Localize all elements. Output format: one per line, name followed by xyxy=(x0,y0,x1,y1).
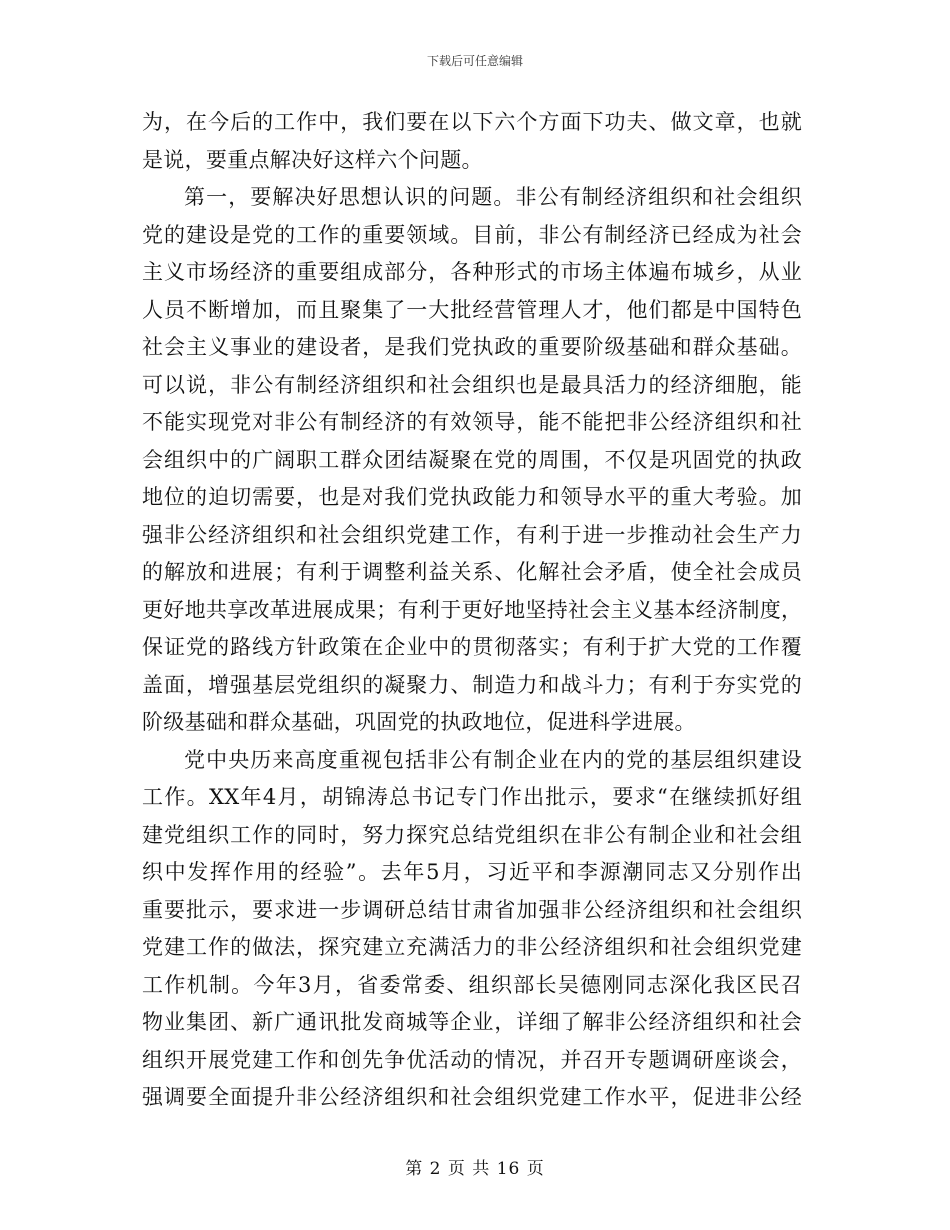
text-line: 是说，要重点解决好这样六个问题。 xyxy=(142,147,483,172)
text-line: 不能实现党对非公有制经济的有效领导，能不能把非公经济组织和社 xyxy=(142,410,802,434)
text-line: 织中发挥作用的经验”。去年5月，习近平和李源潮同志又分别作出 xyxy=(142,860,802,884)
text-line: 盖面，增强基层党组织的凝聚力、制造力和战斗力；有利于夯实党的 xyxy=(142,672,802,697)
text-line: 会组织中的广阔职工群众团结凝聚在党的周围，不仅是巩固党的执政 xyxy=(142,447,802,472)
text-line: 工作。XX年4月，胡锦涛总书记专门作出批示，要求“在继续抓好组 xyxy=(142,785,802,809)
text-line: 重要批示，要求进一步调研总结甘肃省加强非公经济组织和社会组织 xyxy=(142,897,802,922)
text-line: 建党组织工作的同时，努力探究总结党组织在非公有制企业和社会组 xyxy=(142,822,802,847)
text-line: 地位的迫切需要，也是对我们党执政能力和领导水平的重大考验。加 xyxy=(142,485,802,509)
text-line: 社会主义事业的建设者，是我们党执政的重要阶级基础和群众基础。 xyxy=(142,335,802,359)
text-line: 主义市场经济的重要组成部分，各种形式的市场主体遍布城乡，从业 xyxy=(142,260,802,284)
text-line: 强非公经济组织和社会组织党建工作，有利于进一步推动社会生产力 xyxy=(142,522,802,547)
text-line: 物业集团、新广通讯批发商城等企业，详细了解非公经济组织和社会 xyxy=(142,1010,802,1034)
text-line: 强调要全面提升非公经济组织和社会组织党建工作水平，促进非公经 xyxy=(142,1085,802,1109)
text-line: 保证党的路线方针政策在企业中的贯彻落实；有利于扩大党的工作覆 xyxy=(142,635,802,659)
text-line: 阶级基础和群众基础，巩固党的执政地位，促进科学进展。 xyxy=(142,710,696,734)
header-note: 下载后可任意编辑 xyxy=(426,54,523,68)
page-number-footer: 第 2 页 共 16 页 xyxy=(405,1159,545,1179)
text-line: 人员不断增加，而且聚集了一大批经营管理人才，他们都是中国特色 xyxy=(142,297,802,322)
text-line: 的解放和进展；有利于调整利益关系、化解社会矛盾，使全社会成员 xyxy=(142,560,802,584)
text-line: 工作机制。今年3月，省委常委、组织部长吴德刚同志深化我区民召 xyxy=(142,972,802,997)
text-line: 更好地共享改革进展成果；有利于更好地坚持社会主义基本经济制度， xyxy=(142,597,803,622)
text-line: 党中央历来高度重视包括非公有制企业在内的党的基层组织建设 xyxy=(184,747,802,772)
text-line: 组织开展党建工作和创先争优活动的情况，并召开专题调研座谈会， xyxy=(142,1047,802,1072)
document-body xyxy=(142,104,802,1117)
text-line: 党建工作的做法，探究建立充满活力的非公经济组织和社会组织党建 xyxy=(142,935,802,959)
text-line: 第一，要解决好思想认识的问题。非公有制经济组织和社会组织 xyxy=(184,185,802,209)
text-line: 可以说，非公有制经济组织和社会组织也是最具活力的经济细胞，能 xyxy=(142,372,802,397)
text-line: 为，在今后的工作中，我们要在以下六个方面下功夫、做文章，也就 xyxy=(142,110,802,134)
text-line: 党的建设是党的工作的重要领域。目前，非公有制经济已经成为社会 xyxy=(142,222,802,247)
